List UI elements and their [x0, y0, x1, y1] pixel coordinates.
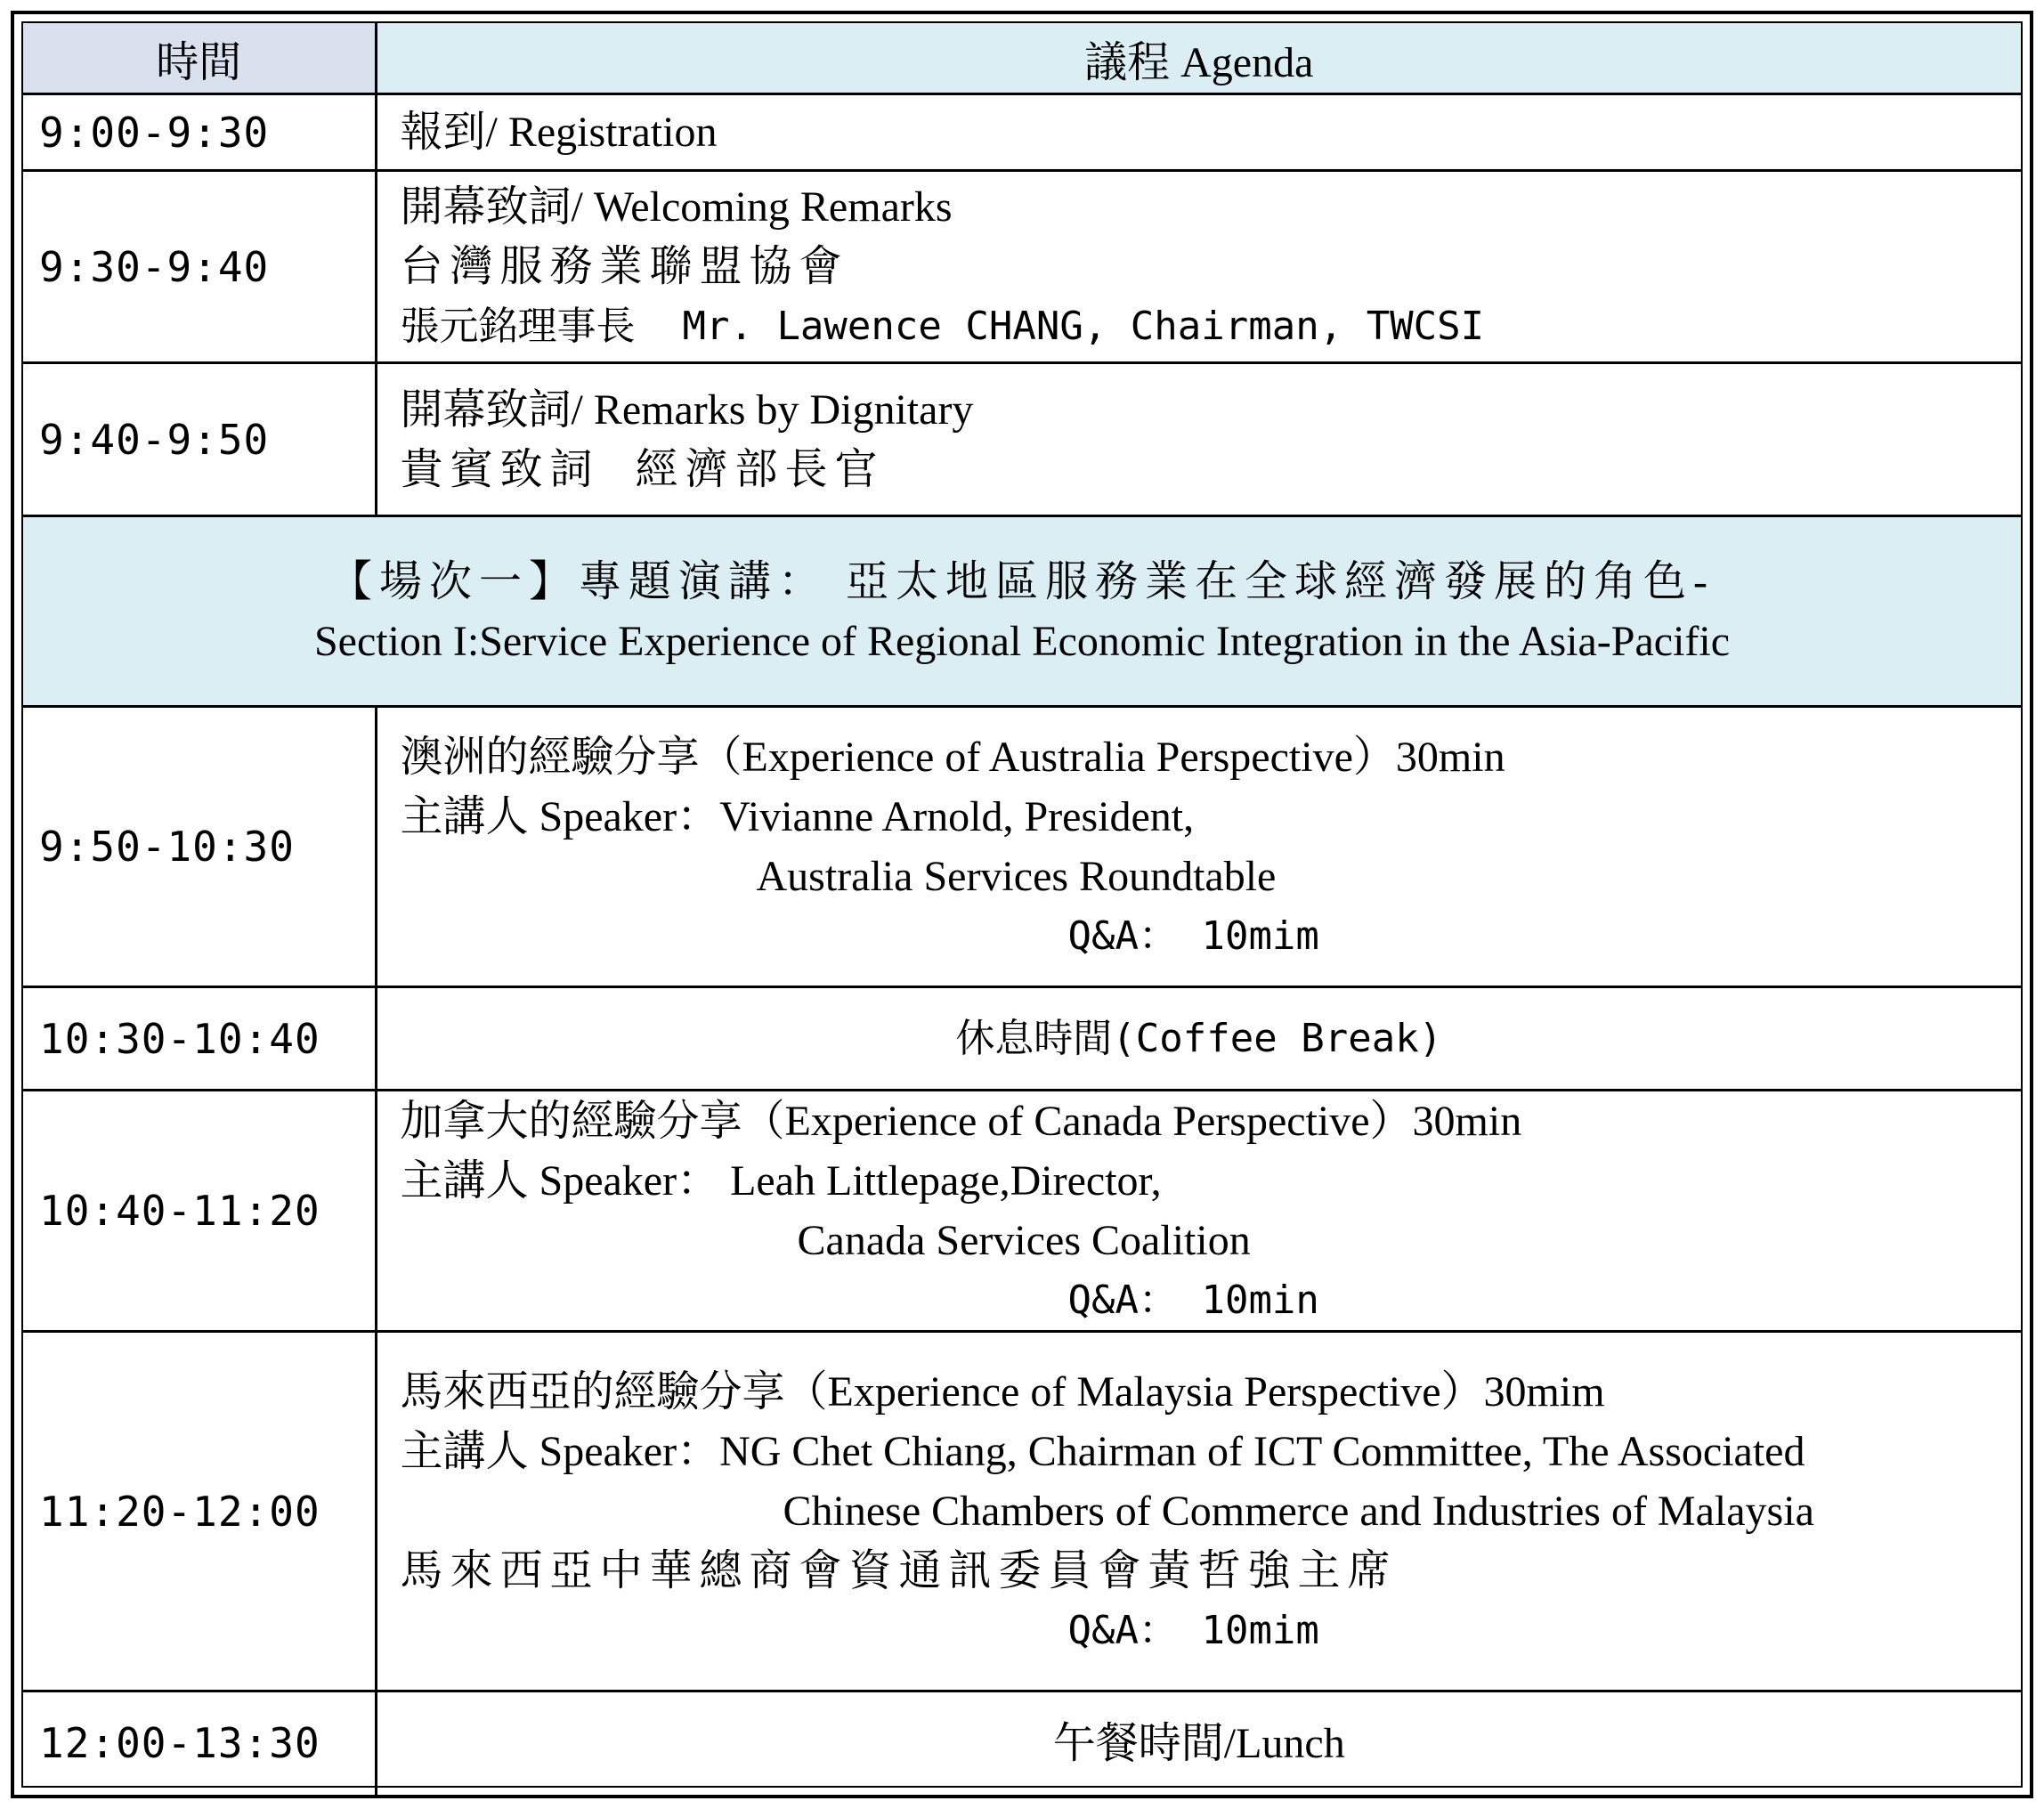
time-cell: 9:00-9:30 — [23, 94, 376, 171]
agenda-line: 開幕致詞/ Remarks by Dignitary — [400, 385, 974, 434]
table-row — [23, 1332, 2021, 1691]
qa-line: Q&A： 10mim — [1067, 913, 1319, 959]
agenda-cell — [376, 1691, 2021, 1795]
agenda-line: 主講人 Speaker：NG Chet Chiang, Chairman of ICT Committee, The Associated — [400, 1428, 1805, 1475]
agenda-cell — [376, 363, 2021, 516]
agenda-line: Chinese Chambers of Commerce and Industries of Malaysia — [783, 1488, 1814, 1535]
agenda-line: Canada Services Coalition — [797, 1217, 1251, 1264]
agenda-line: 馬來西亞的經驗分享（Experience of Malaysia Perspective）30mim — [400, 1368, 1605, 1416]
agenda-line: Australia Services Roundtable — [756, 853, 1277, 900]
agenda-cell — [376, 1332, 2021, 1691]
time-cell: 9:50-10:30 — [23, 707, 376, 987]
agenda-cell — [376, 707, 2021, 987]
time-cell: 11:20-12:00 — [23, 1332, 376, 1691]
section-title-cell — [23, 516, 2021, 707]
agenda-cell — [376, 987, 2021, 1091]
agenda-line: 報到/ Registration — [400, 109, 718, 156]
section-title-zh: 【場次一】專題演講： 亞太地區服務業在全球經濟發展的角色- — [329, 557, 1715, 605]
agenda-cell — [376, 1091, 2021, 1332]
time-cell: 10:30-10:40 — [23, 987, 376, 1091]
table-row — [23, 1691, 2021, 1795]
agenda-line: 午餐時間/Lunch — [1052, 1719, 1345, 1767]
agenda-line: 馬來西亞中華總商會資通訊委員會黃哲強主席 — [400, 1547, 1398, 1594]
agenda-line: 台灣服務業聯盟協會 — [400, 243, 849, 290]
table-row — [23, 171, 2021, 363]
time-cell: 12:00-13:30 — [23, 1691, 376, 1795]
qa-line: Q&A： 10mim — [1067, 1608, 1319, 1653]
time-cell: 9:40-9:50 — [23, 363, 376, 516]
page-frame — [11, 11, 2033, 1798]
agenda-line: 主講人 Speaker：Vivianne Arnold, President, — [400, 793, 1195, 840]
agenda-line: 澳洲的經驗分享（Experience of Australia Perspective）30min — [400, 734, 1505, 781]
agenda-cell — [376, 94, 2021, 171]
table-row — [23, 363, 2021, 516]
section-row — [23, 516, 2021, 707]
qa-line: Q&A： 10min — [1067, 1278, 1319, 1323]
table-row — [23, 94, 2021, 171]
agenda-cell — [376, 171, 2021, 363]
agenda-line: 加拿大的經驗分享（Experience of Canada Perspective）30min — [400, 1098, 1522, 1145]
agenda-frame — [21, 21, 2023, 1788]
agenda-table — [23, 23, 2021, 1795]
header-row — [23, 23, 2021, 94]
time-header: 時間 — [23, 23, 376, 94]
table-row — [23, 987, 2021, 1091]
agenda-line: 主講人 Speaker： Leah Littlepage,Director, — [400, 1157, 1162, 1205]
agenda-line: 開幕致詞/ Welcoming Remarks — [400, 183, 953, 231]
section-title-en: Section I:Service Experience of Regional Economic Integration in the Asia-Pacific — [313, 617, 1731, 665]
agenda-line: 休息時間(Coffee Break) — [955, 1016, 1443, 1061]
time-cell: 10:40-11:20 — [23, 1091, 376, 1332]
agenda-header: 議程 Agenda — [376, 23, 2021, 94]
agenda-line: 張元銘理事長 Mr. Lawence CHANG, Chairman, TWCSI — [400, 304, 1485, 349]
agenda-line: 貴賓致詞 經濟部長官 — [400, 445, 885, 493]
time-cell: 9:30-9:40 — [23, 171, 376, 363]
table-row — [23, 707, 2021, 987]
table-row — [23, 1091, 2021, 1332]
